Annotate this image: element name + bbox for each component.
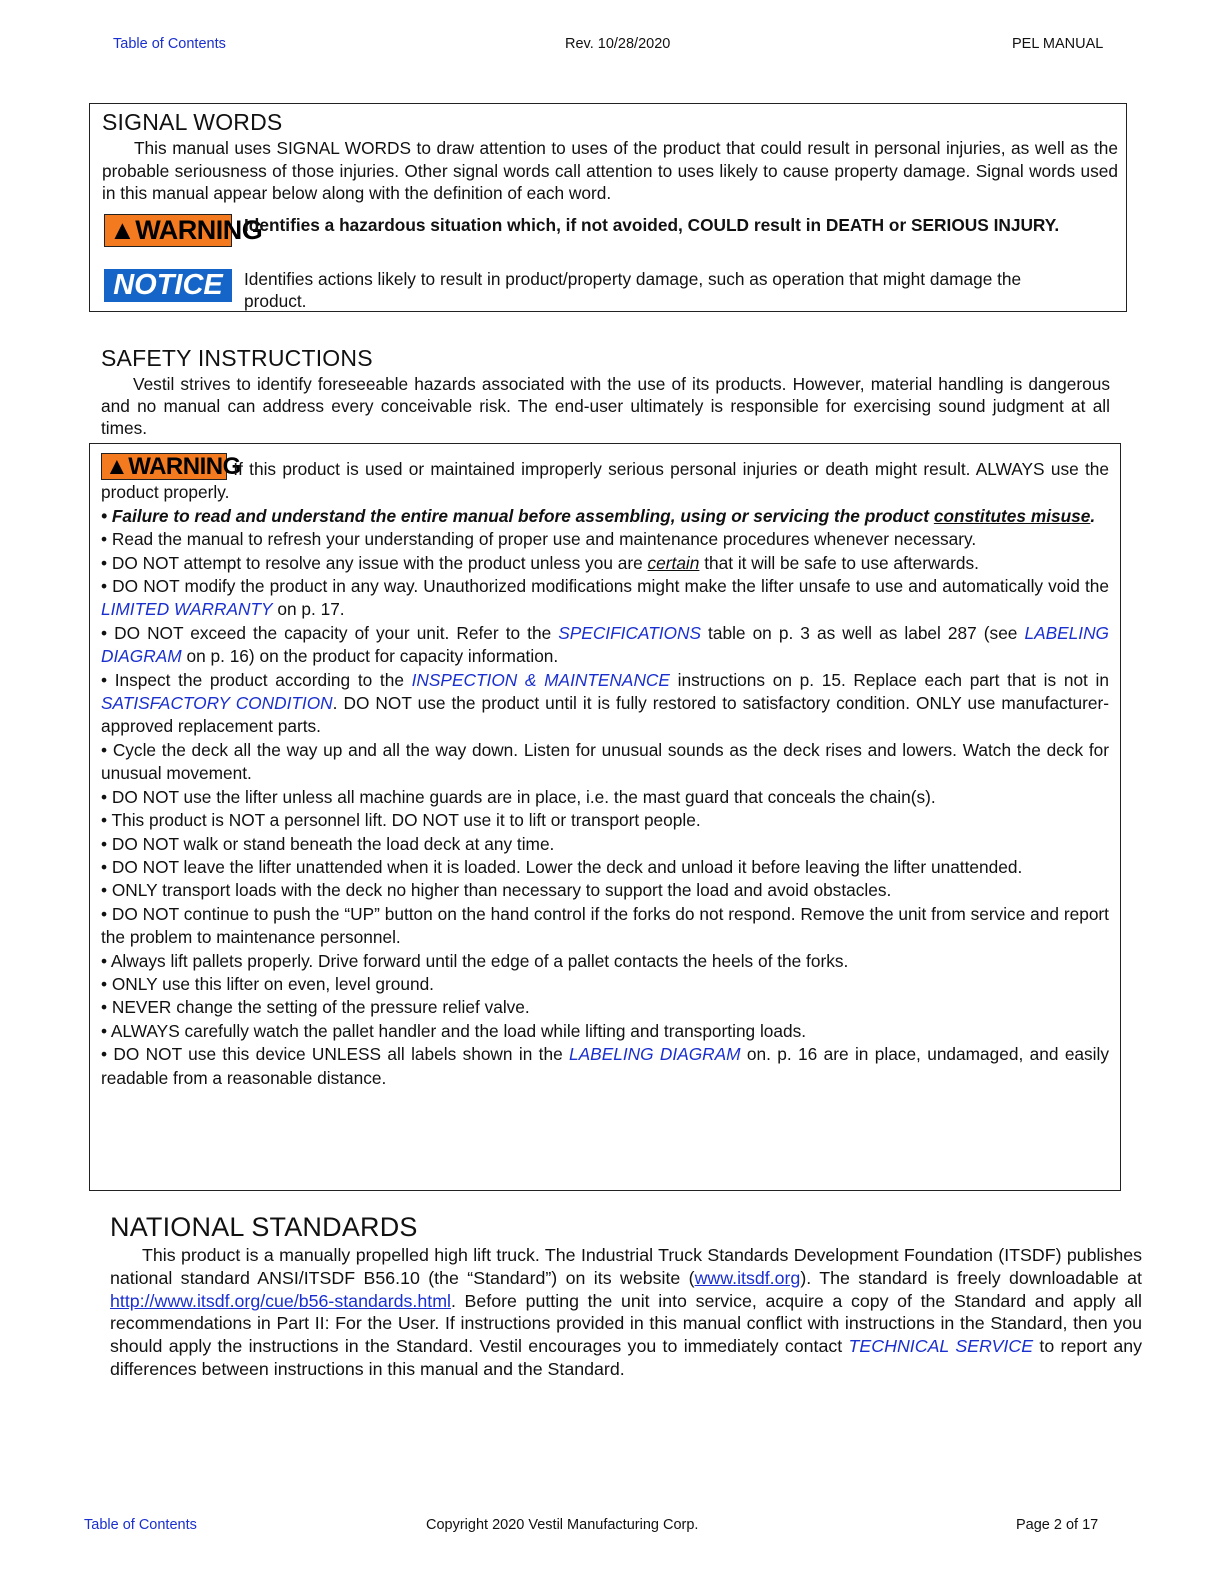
bullet-cycle: • Cycle the deck all the way up and all the way down. Listen for unusual sounds as the deck rises and lowers. Watch the deck for unusual movement. [101, 739, 1109, 784]
signal-words-title: SIGNAL WORDS [102, 109, 283, 135]
bullet-labels: • DO NOT use this device UNLESS all labels shown in the LABELING DIAGRAM on. p. 16 are in place, undamaged, and easily readable from a reasonable distance. [101, 1044, 1109, 1088]
footer-toc-link[interactable]: Table of Contents [84, 1517, 197, 1533]
bullet-modify: • DO NOT modify the product in any way. Unauthorized modifications might make the lifter unsafe to use and automatically void the LIMITED WARRANTY on p. 17. [101, 576, 1109, 620]
bullet-inspect: • Inspect the product according to the INSPECTION & MAINTENANCE instructions on p. 15. Replace each part that is not in SATISFACTORY CONDITION. DO NOT use the product until it is fully restored to satisfactory condition. ONLY use manufacturer-approved replacement parts. [101, 669, 1109, 737]
bullet-capacity: • DO NOT exceed the capacity of your unit. Refer to the SPECIFICATIONS table on p. 3 as well as label 287 (see LABELING DIAGRAM on p. 16) on the product for capacity information. [101, 622, 1109, 667]
bullet-watch: • ALWAYS carefully watch the pallet handler and the load while lifting and transporting loads. [101, 1020, 807, 1041]
header-revision: Rev. 10/28/2020 [565, 36, 671, 52]
warning-triangle-icon: ▲ [109, 215, 136, 245]
bullet-up-button: • DO NOT continue to push the “UP” button on the hand control if the forks do not respond. Remove the unit from service and report the problem to maintenance personnel. [101, 903, 1109, 948]
national-standards-section [110, 1212, 1142, 1381]
technical-service-link[interactable]: TECHNICAL SERVICE [848, 1336, 1034, 1357]
safety-instructions-box [89, 443, 1121, 1191]
notice-definition: Identifies actions likely to result in product/property damage, such as operation that might damage the product. [244, 269, 1022, 311]
labeling-diagram-link-2[interactable]: LABELING DIAGRAM [569, 1044, 741, 1065]
safety-title: SAFETY INSTRUCTIONS [101, 345, 373, 371]
header-manual-name: PEL MANUAL [1012, 36, 1104, 52]
national-standards-text: This product is a manually propelled high lift truck. The Industrial Truck Standards Development Foundation (ITSDF) publishes national standard ANSI/ITSDF B56.10 (the “Standard”) on its website (www.itsdf.org). The standard is freely downloadable at http://www.itsdf.org/cue/b56-standards.html. Before putting the unit into service, acquire a copy of the Standard and apply all recommendations in Part II: For the User. If instructions provided in this manual conflict with instructions in the Standard, then you should apply the instructions in the Standard. Vestil encourages you to immediately contact TECHNICAL SERVICE to report any differences between instructions in this manual and the Standard. [110, 1245, 1142, 1379]
signal-words-intro: This manual uses SIGNAL WORDS to draw attention to uses of the product that could result in personal injuries, as well as the probable seriousness of those injuries. Other signal words call attention to uses likely to cause property damage. Signal words used in this manual appear below along with the definition of each word. [102, 138, 1118, 204]
warning-definition: Identifies a hazardous situation which, if not avoided, COULD result in DEATH or SERIOUS INJURY. [244, 215, 1060, 235]
itsdf-link[interactable]: www.itsdf.org [694, 1267, 801, 1288]
warning-triangle-icon: ▲ [105, 453, 129, 480]
safety-warning-badge: ▲WARNING [101, 453, 227, 480]
bullet-resolve: • DO NOT attempt to resolve any issue with the product unless you are certain that it will be safe to use afterwards. [101, 552, 979, 573]
bullet-read: • Read the manual to refresh your understanding of proper use and maintenance procedures whenever necessary. [101, 529, 977, 550]
bullet-pallets: • Always lift pallets properly. Drive forward until the edge of a pallet contacts the heels of the forks. [101, 950, 849, 971]
notice-definition-row [102, 268, 1086, 312]
notice-badge: NOTICE [104, 269, 232, 302]
bullet-guards: • DO NOT use the lifter unless all machine guards are in place, i.e. the mast guard that conceals the chain(s). [101, 786, 936, 807]
bullet-valve: • NEVER change the setting of the pressure relief valve. [101, 997, 530, 1018]
standards-download-link[interactable]: http://www.itsdf.org/cue/b56-standards.html [110, 1290, 451, 1311]
bullet-personnel: • This product is NOT a personnel lift. DO NOT use it to lift or transport people. [101, 810, 701, 831]
bullet-unattended: • DO NOT leave the lifter unattended when it is loaded. Lower the deck and unload it before leaving the lifter unattended. [101, 856, 1023, 877]
header-toc-link[interactable]: Table of Contents [113, 36, 226, 52]
safety-intro-section [101, 345, 1110, 439]
specifications-link[interactable]: SPECIFICATIONS [558, 622, 701, 643]
warning-definition-row [102, 214, 1086, 260]
bullet-transport: • ONLY transport loads with the deck no higher than necessary to support the load and avoid obstacles. [101, 880, 892, 901]
satisfactory-condition-link[interactable]: SATISFACTORY CONDITION [101, 693, 333, 714]
footer-page-number: Page 2 of 17 [1016, 1517, 1099, 1533]
safety-warning-text: If this product is used or maintained improperly serious personal injuries or death might result. ALWAYS use the product properly. [101, 459, 1109, 503]
safety-intro: Vestil strives to identify foreseeable hazards associated with the use of its products. However, material handling is dangerous and no manual can address every conceivable risk. The end-user ultimately is responsible for exercising sound judgment at all times. [101, 374, 1110, 438]
limited-warranty-link[interactable]: LIMITED WARRANTY [101, 599, 273, 620]
signal-words-box [89, 103, 1127, 312]
national-standards-title: NATIONAL STANDARDS [110, 1212, 418, 1242]
bullet-beneath: • DO NOT walk or stand beneath the load deck at any time. [101, 833, 555, 854]
footer-copyright: Copyright 2020 Vestil Manufacturing Corp. [426, 1517, 699, 1533]
safety-warning-paragraph [101, 453, 1109, 505]
labeling-diagram-link[interactable]: LABELING DIAGRAM [101, 622, 1109, 667]
inspection-maintenance-link[interactable]: INSPECTION & MAINTENANCE [411, 669, 670, 690]
warning-badge: ▲WARNING [104, 214, 232, 247]
bullet-failure: • Failure to read and understand the entire manual before assembling, using or servicing the product constitutes misuse. [101, 505, 1096, 526]
bullet-ground: • ONLY use this lifter on even, level ground. [101, 973, 434, 994]
